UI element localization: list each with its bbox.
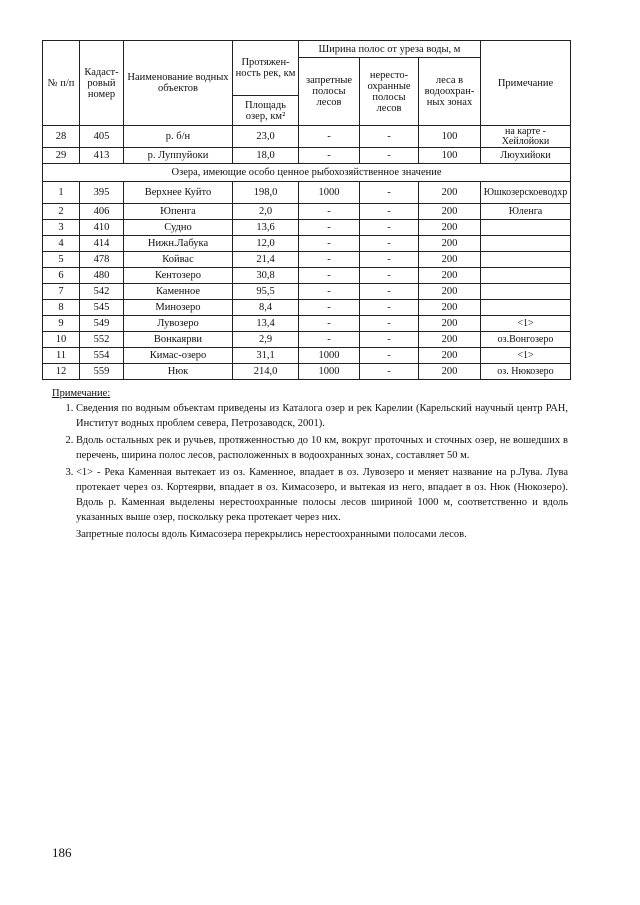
cell-protected: 200 [419, 332, 481, 348]
cell-note: Люухийоки [481, 148, 571, 164]
cell-cadastre: 559 [80, 364, 124, 380]
cell-name: Кентозеро [124, 268, 233, 284]
cell-name: Каменное [124, 284, 233, 300]
cell-protected: 200 [419, 252, 481, 268]
cell-protected: 100 [419, 126, 481, 148]
cell-cadastre: 395 [80, 182, 124, 204]
cell-name: Нижн.Лабука [124, 236, 233, 252]
cell-cadastre: 406 [80, 204, 124, 220]
cell-non-logging: - [360, 268, 419, 284]
cell-num: 5 [43, 252, 80, 268]
cell-note: Юленга [481, 204, 571, 220]
cell-cadastre: 405 [80, 126, 124, 148]
cell-note [481, 220, 571, 236]
cell-note: Юшкозерскоеводхр [481, 182, 571, 204]
cell-forbidden: - [299, 204, 360, 220]
notes-title: Примечание: [52, 388, 111, 399]
cell-forbidden: - [299, 268, 360, 284]
header-protected: леса в водоохран-ных зонах [419, 58, 481, 126]
cell-length: 12,0 [233, 236, 299, 252]
note-item: 1. Сведения по водным объектам приведены из Каталога озер и рек Карелии (Карельский научный центр РАН, Институт водных проблем севера, Петрозаводск, 2001). [76, 401, 568, 431]
cell-num: 28 [43, 126, 80, 148]
cell-cadastre: 542 [80, 284, 124, 300]
cell-cadastre: 414 [80, 236, 124, 252]
cell-cadastre: 545 [80, 300, 124, 316]
cell-length: 30,8 [233, 268, 299, 284]
cell-length: 31,1 [233, 348, 299, 364]
header-num: № п/п [43, 41, 80, 126]
table-row [43, 332, 571, 348]
header-width-group: Ширина полос от уреза воды, м [299, 41, 481, 58]
cell-length: 214,0 [233, 364, 299, 380]
table-row [43, 126, 571, 148]
table-row [43, 236, 571, 252]
cell-forbidden: - [299, 332, 360, 348]
table-row [43, 220, 571, 236]
cell-note [481, 236, 571, 252]
cell-name: Верхнее Куйто [124, 182, 233, 204]
cell-num: 8 [43, 300, 80, 316]
table-row [43, 316, 571, 332]
table-row [43, 284, 571, 300]
header-forbidden: запретные полосы лесов [299, 58, 360, 126]
cell-name: Нюк [124, 364, 233, 380]
cell-name: Минозеро [124, 300, 233, 316]
cell-non-logging: - [360, 284, 419, 300]
cell-forbidden: - [299, 300, 360, 316]
cell-num: 11 [43, 348, 80, 364]
cell-num: 3 [43, 220, 80, 236]
cell-forbidden: 1000 [299, 182, 360, 204]
cell-length: 2,9 [233, 332, 299, 348]
cell-note: оз. Нюкозеро [481, 364, 571, 380]
header-note: Примечание [481, 41, 571, 126]
top-rows [43, 126, 571, 164]
cell-non-logging: - [360, 182, 419, 204]
cell-forbidden: 1000 [299, 348, 360, 364]
cell-note: на карте - Хейлойоки [481, 126, 571, 148]
cell-length: 13,4 [233, 316, 299, 332]
cell-non-logging: - [360, 126, 419, 148]
cell-num: 7 [43, 284, 80, 300]
cell-non-logging: - [360, 220, 419, 236]
cell-non-logging: - [360, 204, 419, 220]
cell-protected: 200 [419, 204, 481, 220]
cell-name: Юпенга [124, 204, 233, 220]
cell-name: Вонкаярви [124, 332, 233, 348]
cell-cadastre: 552 [80, 332, 124, 348]
cell-forbidden: - [299, 148, 360, 164]
cell-name: Лувозеро [124, 316, 233, 332]
cell-forbidden: - [299, 284, 360, 300]
cell-length: 18,0 [233, 148, 299, 164]
cell-length: 2,0 [233, 204, 299, 220]
cell-protected: 100 [419, 148, 481, 164]
table-row [43, 252, 571, 268]
cell-length: 8,4 [233, 300, 299, 316]
cell-protected: 200 [419, 364, 481, 380]
cell-non-logging: - [360, 148, 419, 164]
cell-num: 4 [43, 236, 80, 252]
cell-num: 10 [43, 332, 80, 348]
notes-block [52, 386, 568, 542]
table-row [43, 300, 571, 316]
cell-name: Кимас-озеро [124, 348, 233, 364]
cell-cadastre: 413 [80, 148, 124, 164]
cell-cadastre: 554 [80, 348, 124, 364]
cell-length: 95,5 [233, 284, 299, 300]
cell-non-logging: - [360, 348, 419, 364]
cell-cadastre: 478 [80, 252, 124, 268]
cell-name: Судно [124, 220, 233, 236]
cell-name: р. б/н [124, 126, 233, 148]
cell-name: р. Луппуйоки [124, 148, 233, 164]
cell-note [481, 300, 571, 316]
cell-note [481, 252, 571, 268]
cell-num: 9 [43, 316, 80, 332]
cell-cadastre: 549 [80, 316, 124, 332]
section-title: Озера, имеющие особо ценное рыбохозяйственное значение [43, 164, 571, 182]
cell-forbidden: - [299, 252, 360, 268]
cell-non-logging: - [360, 364, 419, 380]
notes-list [52, 401, 568, 525]
note-item: 2. Вдоль остальных рек и ручьев, протяженностью до 10 км, вокруг проточных и сточных озер, не вошедших в перечень, ширина полос лесов, расположенных в водоохранных зонах, составляет 50 м. [76, 433, 568, 463]
page-number: 186 [52, 845, 72, 860]
cell-forbidden: - [299, 236, 360, 252]
cell-protected: 200 [419, 348, 481, 364]
cell-protected: 200 [419, 300, 481, 316]
header-length: Протяжен-ность рек, км [233, 41, 299, 96]
header-non-logging: нересто-охранные полосы лесов [360, 58, 419, 126]
cell-num: 12 [43, 364, 80, 380]
table-row [43, 204, 571, 220]
cell-protected: 200 [419, 268, 481, 284]
table-row [43, 148, 571, 164]
note-item: 3. <1> - Река Каменная вытекает из оз. Каменное, впадает в оз. Лувозеро и меняет название на р.Лува. Лува протекает через оз. Кортеярви, впадает в оз. Кимасозеро, и вытекая из него, впадает в оз. Нюк (Нюкозеро). Вдоль р. Каменная выделены нерестоохранные полосы лесов шириной 1000 м, соответственно и вдоль указанных выше озер, поскольку река протекает через них. [76, 465, 568, 525]
cell-protected: 200 [419, 284, 481, 300]
lake-rows [43, 182, 571, 380]
cell-non-logging: - [360, 236, 419, 252]
cell-protected: 200 [419, 316, 481, 332]
header-area: Площадь озер, км² [233, 96, 299, 126]
cell-num: 2 [43, 204, 80, 220]
header-name: Наименование водных объектов [124, 41, 233, 126]
cell-name: Койвас [124, 252, 233, 268]
cell-protected: 200 [419, 236, 481, 252]
cell-num: 29 [43, 148, 80, 164]
cell-num: 1 [43, 182, 80, 204]
cell-non-logging: - [360, 252, 419, 268]
table-row [43, 348, 571, 364]
cell-cadastre: 410 [80, 220, 124, 236]
cell-non-logging: - [360, 300, 419, 316]
cell-length: 198,0 [233, 182, 299, 204]
header-cadastre: Кадаст-ровый номер [80, 41, 124, 126]
cell-num: 6 [43, 268, 80, 284]
cell-non-logging: - [360, 316, 419, 332]
cell-protected: 200 [419, 182, 481, 204]
cell-forbidden: - [299, 220, 360, 236]
cell-note: оз.Вонгозеро [481, 332, 571, 348]
table-row [43, 268, 571, 284]
cell-note [481, 284, 571, 300]
table-row [43, 364, 571, 380]
note-tail: Запретные полосы вдоль Кимасозера перекрылись нерестоохранными полосами лесов. [76, 529, 467, 540]
cell-note: <1> [481, 348, 571, 364]
cell-forbidden: - [299, 316, 360, 332]
cell-forbidden: 1000 [299, 364, 360, 380]
cell-forbidden: - [299, 126, 360, 148]
cell-length: 13,6 [233, 220, 299, 236]
cell-protected: 200 [419, 220, 481, 236]
cell-non-logging: - [360, 332, 419, 348]
cell-length: 21,4 [233, 252, 299, 268]
cell-length: 23,0 [233, 126, 299, 148]
cell-note [481, 268, 571, 284]
cell-note: <1> [481, 316, 571, 332]
cell-cadastre: 480 [80, 268, 124, 284]
water-bodies-table [42, 40, 571, 380]
table-row [43, 182, 571, 204]
